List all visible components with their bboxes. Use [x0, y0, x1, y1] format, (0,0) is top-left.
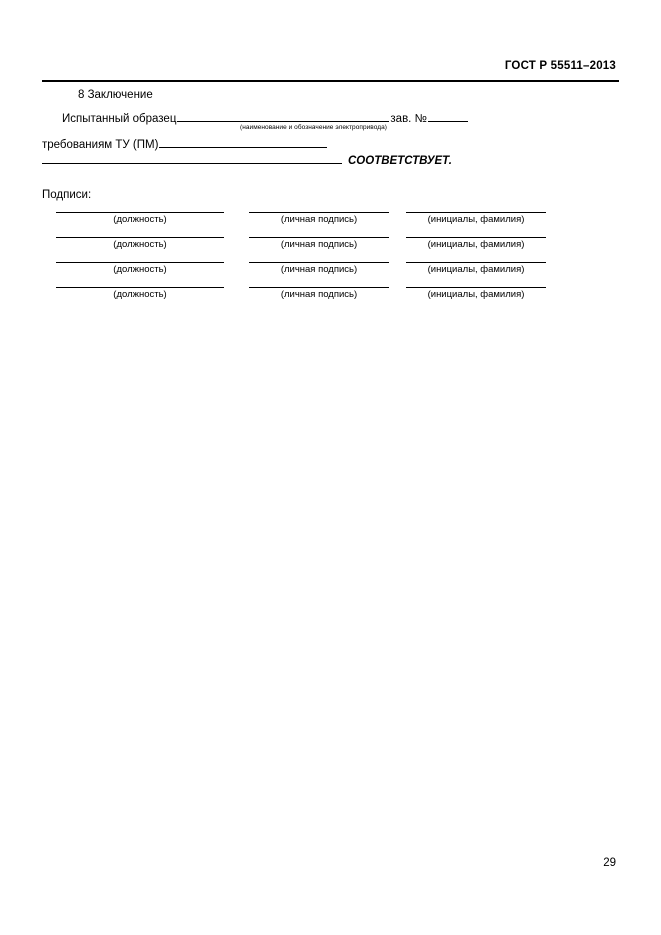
requirements-line: [42, 136, 328, 151]
signature-caption: (инициалы, фамилия): [427, 264, 525, 275]
signature-rule: [249, 212, 389, 213]
table-row: [56, 237, 546, 262]
specimen-label: Испытанный образец: [62, 113, 177, 125]
signature-rule: [406, 287, 546, 288]
signature-rule: [56, 262, 224, 263]
specimen-field-caption: (наименование и обозначение электропривода): [240, 124, 387, 131]
signatures-heading: Подписи:: [42, 189, 92, 201]
document-standard-title: ГОСТ Р 55511–2013: [504, 60, 616, 72]
signature-sign-cell: [249, 287, 389, 300]
serial-number-blank-field: [428, 110, 468, 122]
signature-position-cell: [56, 287, 224, 300]
signature-caption: (должность): [113, 214, 167, 225]
serial-number-label: зав. №: [390, 113, 427, 125]
signatures-table: [56, 212, 546, 312]
signature-rule: [249, 237, 389, 238]
specimen-line: [62, 110, 469, 125]
signature-caption: (личная подпись): [280, 289, 358, 300]
signature-rule: [56, 287, 224, 288]
table-row: [56, 212, 546, 237]
signature-position-cell: [56, 212, 224, 225]
conformity-statement: СООТВЕТСТВУЕТ.: [348, 155, 452, 167]
page-number: 29: [603, 857, 616, 869]
signature-rule: [249, 262, 389, 263]
signature-caption: (личная подпись): [280, 264, 358, 275]
header-divider: [42, 80, 619, 82]
signature-name-cell: [406, 237, 546, 250]
signature-caption: (личная подпись): [280, 239, 358, 250]
signature-sign-cell: [249, 262, 389, 275]
conformity-line: [42, 152, 452, 167]
signature-caption: (инициалы, фамилия): [427, 239, 525, 250]
signature-caption: (инициалы, фамилия): [427, 214, 525, 225]
signature-caption: (должность): [113, 264, 167, 275]
section-heading: 8 Заключение: [78, 89, 153, 101]
signature-rule: [56, 212, 224, 213]
signature-position-cell: [56, 237, 224, 250]
signature-caption: (должность): [113, 289, 167, 300]
signature-rule: [406, 237, 546, 238]
signature-rule: [406, 212, 546, 213]
signature-rule: [406, 262, 546, 263]
signature-caption: (личная подпись): [280, 214, 358, 225]
requirements-blank-field: [159, 136, 327, 148]
signature-name-cell: [406, 262, 546, 275]
signature-name-cell: [406, 212, 546, 225]
signature-sign-cell: [249, 237, 389, 250]
signature-name-cell: [406, 287, 546, 300]
signature-caption: (должность): [113, 239, 167, 250]
signature-sign-cell: [249, 212, 389, 225]
requirements-label: требованиям ТУ (ПМ): [42, 139, 159, 151]
specimen-blank-field: [177, 110, 389, 122]
signature-caption: (инициалы, фамилия): [427, 289, 525, 300]
signature-rule: [249, 287, 389, 288]
signature-rule: [56, 237, 224, 238]
conformity-blank-field: [42, 152, 342, 164]
table-row: [56, 287, 546, 312]
table-row: [56, 262, 546, 287]
signature-position-cell: [56, 262, 224, 275]
